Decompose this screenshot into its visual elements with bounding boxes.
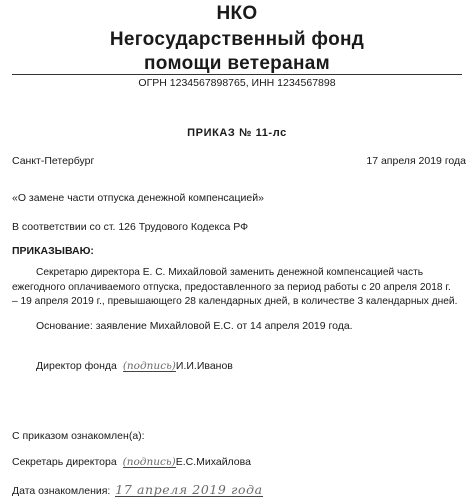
acknowledgement-date-label: Дата ознакомления: bbox=[12, 485, 111, 497]
director-signature-hint: (подпись) bbox=[122, 360, 176, 372]
employee-signature-hint: (подпись) bbox=[122, 456, 176, 468]
order-body bbox=[12, 266, 468, 310]
order-date: 17 апреля 2019 года bbox=[366, 155, 466, 167]
employee-name: Е.С.Михайлова bbox=[175, 456, 251, 468]
acknowledgement-date-value: 17 апреля 2019 года bbox=[115, 482, 263, 497]
employee-role: Секретарь директора bbox=[12, 456, 117, 468]
director-role: Директор фонда bbox=[36, 360, 117, 372]
acknowledgement-date-line bbox=[12, 482, 263, 497]
header-divider bbox=[12, 74, 462, 75]
order-title: ПРИКАЗ № 11-лс bbox=[187, 127, 287, 139]
order-grounds: Основание: заявление Михайловой Е.С. от 14 апреля 2019 года. bbox=[36, 320, 353, 332]
order-body-line: ежегодного оплачиваемого отпуска, предоставленного за период работы с 20 апреля 2018 г. bbox=[12, 281, 451, 293]
order-body-line: Секретарю директора Е. С. Михайловой заменить денежной компенсацией часть bbox=[36, 267, 424, 278]
director-signature-line bbox=[36, 360, 233, 372]
order-basis: В соответствии со ст. 126 Трудового Кодекса РФ bbox=[12, 221, 249, 233]
org-full-name-line1: Негосударственный фонд bbox=[109, 29, 365, 50]
order-directive: ПРИКАЗЫВАЮ: bbox=[12, 245, 94, 257]
order-subject: «О замене части отпуска денежной компенсацией» bbox=[12, 192, 264, 204]
org-short-name: НКО bbox=[216, 3, 258, 24]
org-registration: ОГРН 1234567898765, ИНН 1234567898 bbox=[138, 77, 336, 89]
order-city: Санкт-Петербург bbox=[12, 155, 95, 167]
director-name: И.И.Иванов bbox=[175, 360, 233, 372]
employee-signature-line bbox=[12, 456, 251, 468]
org-full-name-line2: помощи ветеранам bbox=[144, 53, 330, 74]
acknowledgement-heading: С приказом ознакомлен(а): bbox=[12, 430, 145, 442]
order-body-line: – 19 апреля 2019 г., превышающего 28 календарных дней, в количестве 3 календарных дней. bbox=[12, 296, 458, 307]
